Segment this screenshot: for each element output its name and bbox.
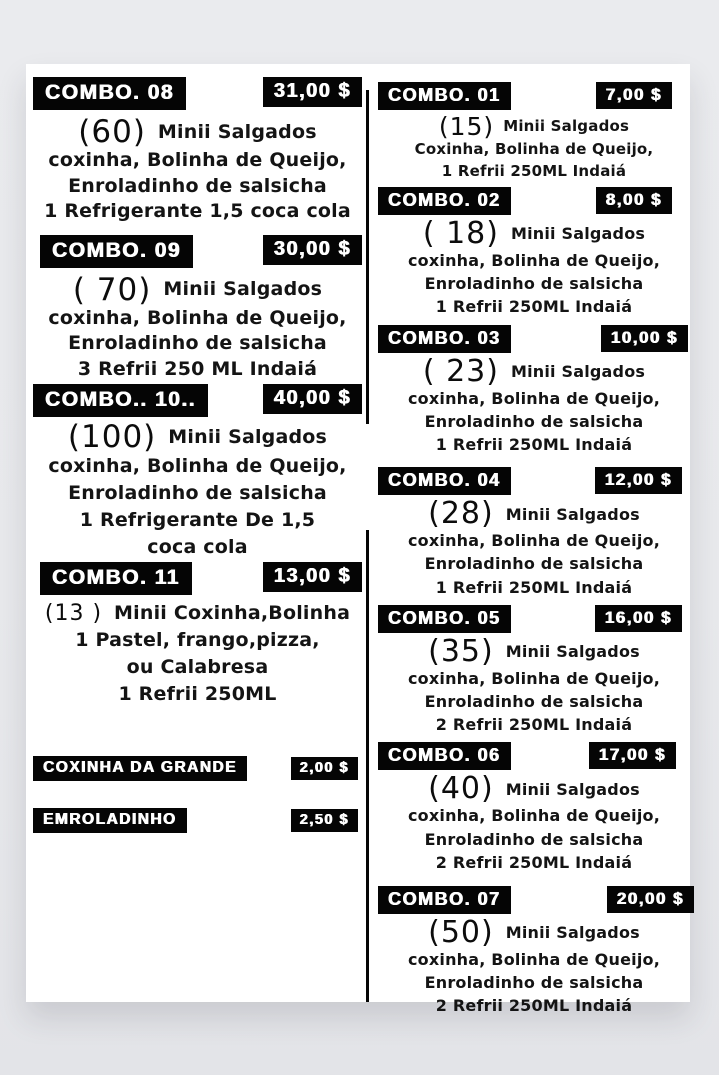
combo-description <box>378 771 690 874</box>
combo-name-badge: COMBO. 05 <box>378 605 511 633</box>
combo-description <box>33 419 362 561</box>
combo-header-row <box>378 886 694 914</box>
combo-04-item <box>378 467 690 599</box>
combo-qty-title-line <box>378 633 690 669</box>
combo-price-badge: 30,00 $ <box>263 235 362 265</box>
combo-header-row <box>33 77 362 110</box>
combo-03-item <box>378 325 690 457</box>
combo-line: coxinha, Bolinha de Queijo, <box>48 455 347 477</box>
combo-price-badge: 13,00 $ <box>263 562 362 592</box>
combo-line: Enroladinho de salsicha <box>424 411 644 431</box>
combo-line: 2 Refrii 250ML Indaiá <box>435 715 633 735</box>
combo-qty-title-line <box>378 216 690 251</box>
combo-line: coxinha, Bolinha de Queijo, <box>48 149 347 171</box>
combo-line: 1 Refrii 250ML Indaiá <box>435 577 633 597</box>
combo-line: 1 Refrii 250ML <box>118 683 277 705</box>
extra-item-enroladinho <box>33 808 362 833</box>
combo-quantity: ( 23) <box>422 353 499 389</box>
combo-name-badge: COMBO. 02 <box>378 187 511 215</box>
combo-line: 1 Refrigerante De 1,5 <box>79 509 316 531</box>
combo-line: Coxinha, Bolinha de Queijo, <box>414 140 654 158</box>
combo-price-badge: 31,00 $ <box>263 77 362 107</box>
combo-line: Enroladinho de salsicha <box>424 274 644 294</box>
combo-02-item <box>378 187 690 319</box>
combo-description <box>378 353 690 457</box>
combo-qty-title-line <box>378 915 690 951</box>
combo-01-item <box>378 82 690 182</box>
combo-header-row <box>33 235 362 268</box>
combo-line: Enroladinho de salsicha <box>68 332 327 354</box>
combo-quantity: ( 70) <box>72 271 152 308</box>
combo-price-badge: 20,00 $ <box>607 886 694 913</box>
combo-name-badge: COMBO. 07 <box>378 886 511 914</box>
combo-quantity: (15) <box>438 112 495 141</box>
combo-line: Enroladinho de salsicha <box>68 174 327 197</box>
combo-title: Minii Salgados <box>505 779 640 799</box>
combo-11-item <box>33 562 362 708</box>
combo-name-badge: COMBO. 06 <box>378 742 511 770</box>
combo-header-row <box>378 82 690 110</box>
combo-description <box>378 633 690 737</box>
combo-line: coxinha, Bolinha de Queijo, <box>48 306 347 329</box>
combo-05-item <box>378 605 690 737</box>
combo-line: Enroladinho de salsicha <box>424 829 644 849</box>
combo-line: coxinha, Bolinha de Queijo, <box>408 251 660 270</box>
combo-qty-title-line <box>378 496 690 532</box>
combo-quantity: (40) <box>428 771 494 807</box>
combo-line: coxinha, Bolinha de Queijo, <box>408 950 660 970</box>
combo-header-row <box>378 325 690 353</box>
combo-price-badge: 40,00 $ <box>263 384 362 414</box>
combo-line: coxinha, Bolinha de Queijo, <box>408 668 660 688</box>
combo-name-badge: COMBO.. 10.. <box>33 384 208 417</box>
combo-header-row <box>378 467 690 495</box>
combo-line: Enroladinho de salsicha <box>424 692 644 712</box>
combo-line: Enroladinho de salsicha <box>68 482 327 504</box>
menu-column-left <box>26 64 366 1002</box>
combo-description <box>33 114 362 225</box>
combo-quantity: (100) <box>67 419 157 455</box>
combo-quantity: (28) <box>428 496 494 532</box>
combo-price-badge: 8,00 $ <box>596 187 672 214</box>
combo-qty-title-line <box>378 353 690 389</box>
combo-name-badge: COMBO. 08 <box>33 77 186 110</box>
combo-line: 2 Refrii 250ML Indaiá <box>435 852 633 872</box>
combo-description <box>378 216 690 319</box>
combo-quantity: ( 18) <box>422 216 499 251</box>
combo-qty-title-line <box>33 114 362 150</box>
combo-line: 3 Refrii 250 ML Indaiá <box>77 357 318 380</box>
combo-title: Minii Salgados <box>510 362 646 381</box>
combo-line: 1 Refrii 250ML Indaiá <box>435 435 633 455</box>
combo-title: Minii Salgados <box>163 278 323 301</box>
combo-name-badge: COMBO. 09 <box>40 235 193 268</box>
combo-name-badge: COMBO. 04 <box>378 467 511 495</box>
combo-description <box>33 600 362 708</box>
combo-description <box>378 496 690 599</box>
combo-description <box>33 271 362 383</box>
combo-title: Minii Salgados <box>510 224 646 244</box>
combo-line: coxinha, Bolinha de Queijo, <box>408 531 660 551</box>
combo-09-item <box>33 235 362 383</box>
combo-line: 2 Refrii 250ML Indaiá <box>435 996 633 1016</box>
combo-08-item <box>33 77 362 225</box>
combo-title: Minii Coxinha,Bolinha <box>114 602 351 624</box>
combo-line: Enroladinho de salsicha <box>424 973 644 993</box>
combo-header-row <box>33 562 362 595</box>
combo-10-item <box>33 384 362 561</box>
combo-line: 1 Refrigerante 1,5 coca cola <box>44 200 351 222</box>
combo-description <box>378 114 690 182</box>
combo-line: Enroladinho de salsicha <box>424 554 644 574</box>
combo-line: ou Calabresa <box>126 656 269 678</box>
combo-price-badge: 10,00 $ <box>601 325 688 352</box>
extra-item-coxinha <box>33 756 362 781</box>
extra-price-badge: 2,00 $ <box>291 757 358 780</box>
combo-header-row <box>378 742 690 770</box>
combo-quantity: (13 ) <box>44 600 103 626</box>
combo-qty-title-line <box>33 271 362 308</box>
combo-title: Minii Salgados <box>505 923 640 943</box>
combo-06-item <box>378 742 690 874</box>
menu-column-right <box>369 64 690 1016</box>
combo-name-badge: COMBO. 11 <box>40 562 192 595</box>
combo-line: coca cola <box>147 536 248 558</box>
combo-07-item <box>378 886 690 1018</box>
combo-line: coxinha, Bolinha de Queijo, <box>408 806 660 826</box>
combo-name-badge: COMBO. 03 <box>378 325 511 353</box>
combo-title: Minii Salgados <box>505 642 640 662</box>
combo-name-badge: COMBO. 01 <box>378 82 511 110</box>
combo-quantity: (35) <box>428 633 494 669</box>
combo-header-row <box>378 605 690 633</box>
combo-qty-title-line <box>33 600 362 627</box>
combo-qty-title-line <box>378 114 690 139</box>
extra-name-badge: COXINHA DA GRANDE <box>33 756 247 781</box>
combo-line: 1 Refrii 250ML Indaiá <box>441 161 627 180</box>
combo-line: 1 Pastel, frango,pizza, <box>75 629 320 651</box>
combo-quantity: (50) <box>428 915 494 951</box>
combo-title: Minii Salgados <box>157 120 317 143</box>
combo-header-row <box>33 384 362 417</box>
combo-line: 1 Refrii 250ML Indaiá <box>435 297 633 317</box>
combo-qty-title-line <box>378 771 690 807</box>
combo-price-badge: 12,00 $ <box>595 467 682 494</box>
menu-sheet <box>26 64 690 1016</box>
combo-price-badge: 16,00 $ <box>595 605 682 632</box>
combo-title: Minii Salgados <box>503 116 630 135</box>
combo-price-badge: 17,00 $ <box>589 742 676 769</box>
extra-price-badge: 2,50 $ <box>291 809 358 832</box>
combo-line: coxinha, Bolinha de Queijo, <box>408 388 660 408</box>
combo-description <box>378 915 690 1018</box>
combo-qty-title-line <box>33 419 362 455</box>
combo-quantity: (60) <box>78 114 146 150</box>
extra-name-badge: EMROLADINHO <box>33 808 187 833</box>
combo-title: Minii Salgados <box>505 504 640 524</box>
combo-price-badge: 7,00 $ <box>596 82 672 109</box>
combo-header-row <box>378 187 690 215</box>
combo-title: Minii Salgados <box>168 426 328 448</box>
